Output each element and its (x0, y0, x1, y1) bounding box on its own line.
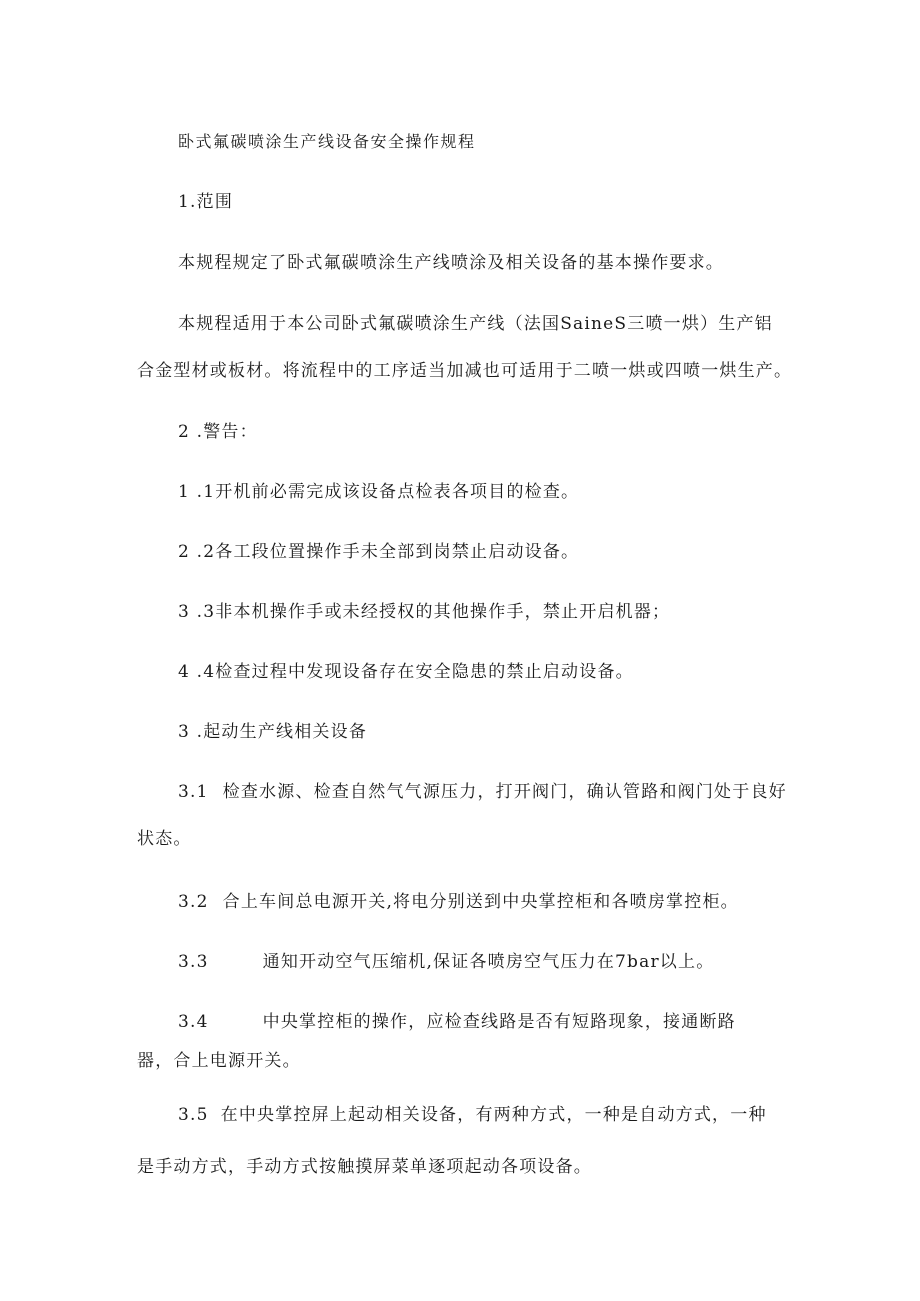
section-3-heading: 3 .起动生产线相关设备 (178, 722, 368, 742)
step-text: 检查水源、检查自然气气源压力，打开阀门，确认管路和阀门处于良好 (222, 782, 787, 802)
section-1-heading: 1.范围 (178, 192, 234, 212)
warning-item-1: 1 .1开机前必需完成该设备点检表各项目的检查。 (178, 482, 580, 502)
step-text: 中央掌控柜的操作，应检查线路是否有短路现象，接通断路 (262, 1012, 736, 1032)
step-3-1-line-2: 状态。 (137, 829, 192, 849)
warning-item-3: 3 .3非本机操作手或未经授权的其他操作手，禁止开启机器； (178, 602, 671, 622)
step-text: 在中央掌控屏上起动相关设备，有两种方式，一种是自动方式，一种 (220, 1105, 767, 1125)
step-number: 3.2 (178, 892, 209, 912)
section-1-paragraph-1: 本规程规定了卧式氟碳喷涂生产线喷涂及相关设备的基本操作要求。 (178, 253, 724, 273)
section-1-paragraph-2-line-2: 合金型材或板材。将流程中的工序适当加减也可适用于二喷一烘或四喷一烘生产。 (137, 361, 793, 381)
section-2-heading: 2 .警告： (178, 422, 258, 442)
step-3-1-line-1 (178, 781, 787, 803)
step-3-3 (178, 951, 714, 973)
step-3-5-line-1 (178, 1104, 767, 1126)
step-number: 3.5 (178, 1105, 209, 1125)
section-1-paragraph-2-line-1: 本规程适用于本公司卧式氟碳喷涂生产线（法国SaineS三喷一烘）生产铝 (178, 314, 773, 334)
step-number: 3.1 (178, 782, 209, 802)
step-text: 通知开动空气压缩机,保证各喷房空气压力在7bar以上。 (262, 952, 715, 972)
document-title: 卧式氟碳喷涂生产线设备安全操作规程 (178, 132, 476, 151)
step-3-5-line-2: 是手动方式，手动方式按触摸屏菜单逐项起动各项设备。 (137, 1157, 592, 1177)
step-text: 合上车间总电源开关,将电分别送到中央掌控柜和各喷房掌控柜。 (222, 892, 739, 912)
step-3-4-line-1 (178, 1011, 736, 1033)
warning-item-4: 4 .4检查过程中发现设备存在安全隐患的禁止启动设备。 (178, 662, 634, 682)
step-3-2 (178, 891, 739, 913)
warning-item-2: 2 .2各工段位置操作手未全部到岗禁止启动设备。 (178, 542, 580, 562)
step-number: 3.3 (178, 952, 209, 972)
step-3-4-line-2: 器，合上电源开关。 (137, 1051, 301, 1071)
step-number: 3.4 (178, 1012, 209, 1032)
